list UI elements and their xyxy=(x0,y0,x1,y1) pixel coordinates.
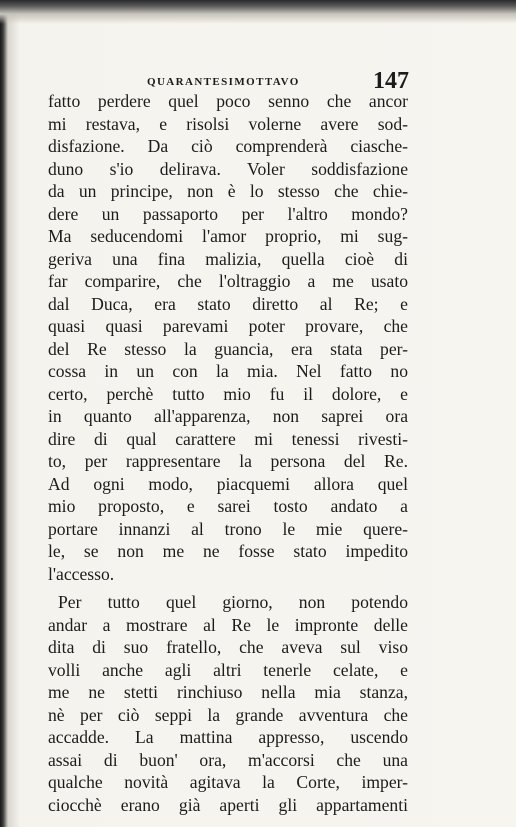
text-line: Per tutto quel giorno, non potendo xyxy=(58,592,408,612)
paragraph-2 xyxy=(48,591,408,816)
text-line: volli anche agli altri tenerle celate, e xyxy=(48,659,408,680)
text-line: del Re stesso la guancia, era stata per- xyxy=(48,338,408,359)
text-line: certo, perchè tutto mio fu il dolore, e xyxy=(48,383,408,404)
text-line: dita di suo fratello, che aveva sul viso xyxy=(48,637,408,657)
text-line: Ad ogni modo, piacquemi allora quel xyxy=(48,473,408,494)
text-line: andar a mostrare al Re le impronte delle xyxy=(48,614,408,635)
text-line: in quanto all'apparenza, non saprei ora xyxy=(48,406,408,426)
text-line: da un principe, non è lo stesso che chie- xyxy=(48,181,408,201)
text-line: duno s'io delirava. Voler soddisfazione xyxy=(48,158,408,179)
text-line: Ma seducendomi l'amor proprio, mi sug- xyxy=(48,226,408,246)
paragraph-1 xyxy=(48,90,408,585)
running-title: QUARANTESIMOTTAVO xyxy=(147,76,300,88)
text-line: l'accesso. xyxy=(48,563,115,584)
text-line: cossa in un con la mia. Nel fatto no xyxy=(48,361,408,381)
text-line: ciocchè erano già aperti gli appartamenti xyxy=(48,794,408,815)
text-line: dire di qual carattere mi tenessi rivesti- xyxy=(48,428,408,449)
text-line: geriva una fina malizia, quella cioè di xyxy=(48,248,408,269)
page-edge-shadow xyxy=(0,0,516,24)
text-line: mi restava, e risolsi volerne avere sod- xyxy=(48,113,408,134)
text-line: fatto perdere quel poco senno che ancor xyxy=(48,91,408,111)
page-number: 147 xyxy=(373,68,409,94)
text-line: to, per rappresentare la persona del Re. xyxy=(48,451,408,471)
text-line: portare innanzi al trono le mie quere- xyxy=(48,518,408,539)
text-line: le, se non me ne fosse stato impedito xyxy=(48,541,408,561)
text-line: qualche novità agitava la Corte, imper- xyxy=(48,772,408,792)
text-line: dal Duca, era stato diretto al Re; e xyxy=(48,293,408,314)
text-line: me ne stetti rinchiuso nella mia stanza, xyxy=(48,682,408,702)
text-line: disfazione. Da ciò comprenderà ciasche- xyxy=(48,136,408,156)
text-line: quasi quasi parevami poter provare, che xyxy=(48,316,408,336)
text-line: assai di buon' ora, m'accorsi che una xyxy=(48,749,408,770)
text-line: far comparire, che l'oltraggio a me usato xyxy=(48,271,408,291)
text-line: mio proposto, e sarei tosto andato a xyxy=(48,496,408,516)
body-text xyxy=(48,90,408,816)
text-line: accadde. La mattina appresso, uscendo xyxy=(48,727,408,747)
text-line: dere un passaporto per l'altro mondo? xyxy=(48,203,408,224)
text-line: nè per ciò seppi la grande avventura che xyxy=(48,704,408,725)
